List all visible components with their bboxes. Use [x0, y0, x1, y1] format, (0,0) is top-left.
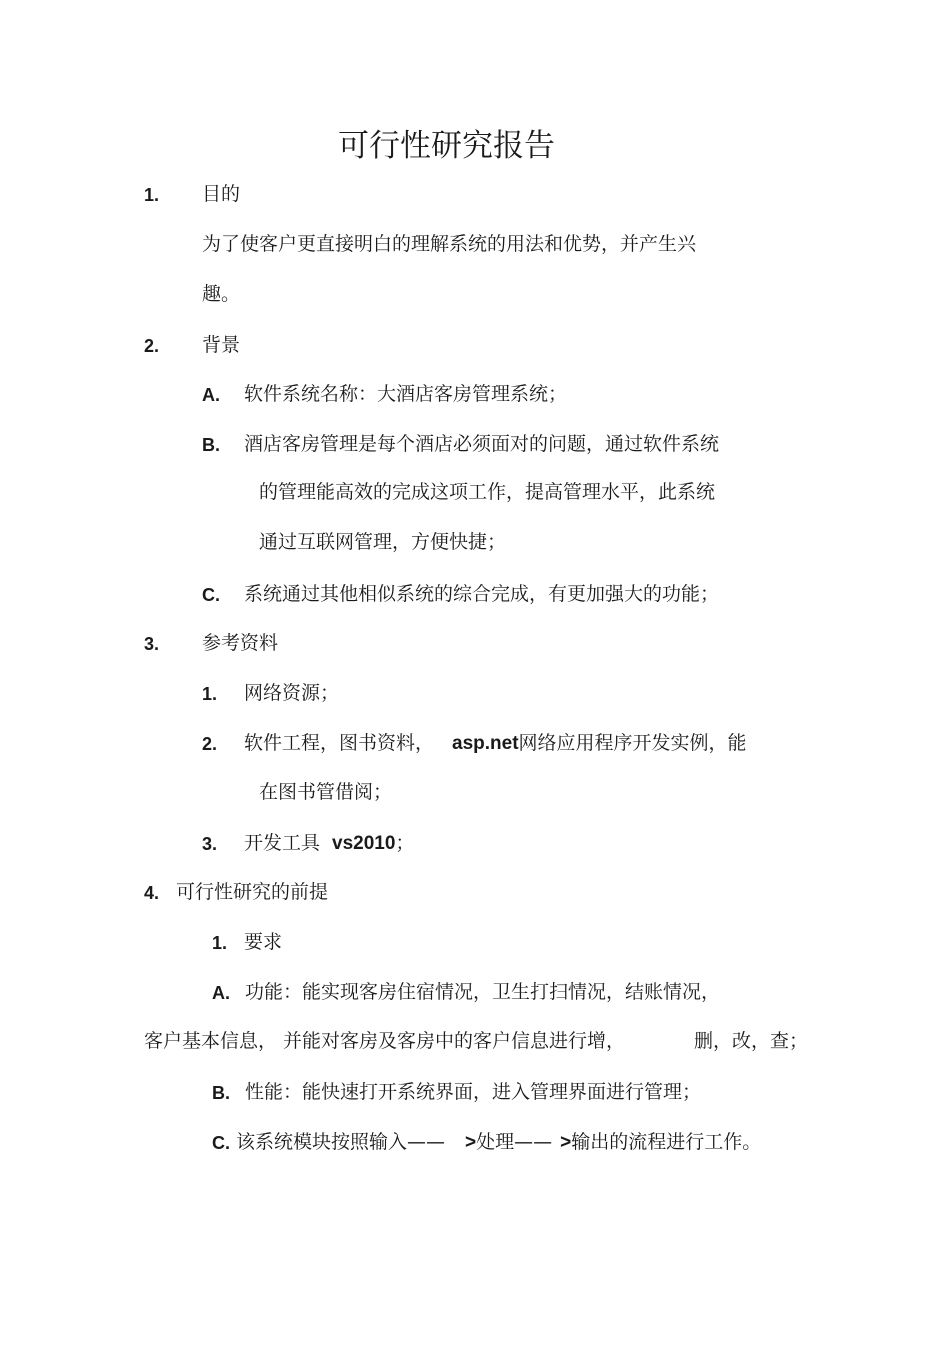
section-1-paragraph-line-1: 为了使客户更直接明白的理解系统的用法和优势，并产生兴 [202, 233, 697, 255]
ref-item-1-number: 1. [202, 684, 218, 704]
section-4-heading: 可行性研究的前提 [176, 881, 329, 903]
req-c-text [236, 1130, 761, 1155]
req-c-part-1: 该系统模块按照输入—— [236, 1131, 446, 1153]
item-c-text: 系统通过其他相似系统的综合完成，有更加强大的功能； [244, 583, 720, 605]
ref-item-2-suffix: 网络应用程序开发实例，能 [518, 732, 747, 754]
item-b-line-1: 酒店客房管理是每个酒店必须面对的问题，通过软件系统 [244, 433, 720, 455]
arrow-2: > [560, 1132, 572, 1153]
requirement-heading: 要求 [244, 931, 283, 953]
ref-item-2-line-2: 在图书管借阅； [259, 781, 393, 803]
section-1-paragraph-line-2: 趣。 [202, 283, 241, 305]
item-a-text: 软件系统名称：大酒店客房管理系统； [244, 383, 568, 405]
section-4-number: 4. [144, 883, 160, 903]
ref-item-2-number: 2. [202, 734, 218, 754]
req-a-line-1: 功能：能实现客房住宿情况，卫生打扫情况，结账情况， [245, 981, 721, 1003]
section-2-heading: 背景 [202, 334, 241, 356]
arrow-1: > [465, 1132, 477, 1153]
ref-item-2-line-1 [244, 731, 747, 756]
ref-item-3-text [244, 831, 414, 856]
document-title: 可行性研究报告 [338, 128, 555, 164]
section-3-number: 3. [144, 634, 160, 654]
vs2010-term: vs2010 [332, 833, 396, 854]
ref-item-3-prefix: 开发工具 [244, 832, 321, 854]
item-a-marker: A. [202, 385, 220, 405]
req-b-text: 性能：能快速打开系统界面，进入管理界面进行管理； [245, 1081, 702, 1103]
section-3-heading: 参考资料 [202, 632, 279, 654]
ref-item-3-number: 3. [202, 834, 218, 854]
requirement-number: 1. [212, 933, 228, 953]
req-c-part-3: 输出的流程进行工作。 [571, 1131, 762, 1153]
section-1-heading: 目的 [202, 183, 241, 205]
ref-item-1-text: 网络资源； [244, 682, 340, 704]
item-b-line-3: 通过互联网管理，方便快捷； [259, 531, 507, 553]
item-b-marker: B. [202, 435, 220, 455]
item-c-marker: C. [202, 585, 220, 605]
req-a-marker: A. [212, 983, 230, 1003]
section-2-number: 2. [144, 336, 160, 356]
section-1-number: 1. [144, 185, 160, 205]
req-a-line-2a: 客户基本信息， 并能对客房及客房中的客户信息进行增， [144, 1030, 626, 1052]
req-c-marker: C. [212, 1133, 230, 1153]
item-b-line-2: 的管理能高效的完成这项工作，提高管理水平，此系统 [259, 481, 716, 503]
ref-item-3-suffix: ； [395, 832, 415, 854]
req-a-line-2b: 删，改，查； [694, 1030, 809, 1052]
req-c-part-2: 处理—— [476, 1131, 553, 1153]
asp-net-term: asp.net [452, 733, 519, 754]
ref-item-2-prefix: 软件工程，图书资料， [244, 732, 435, 754]
req-b-marker: B. [212, 1083, 230, 1103]
